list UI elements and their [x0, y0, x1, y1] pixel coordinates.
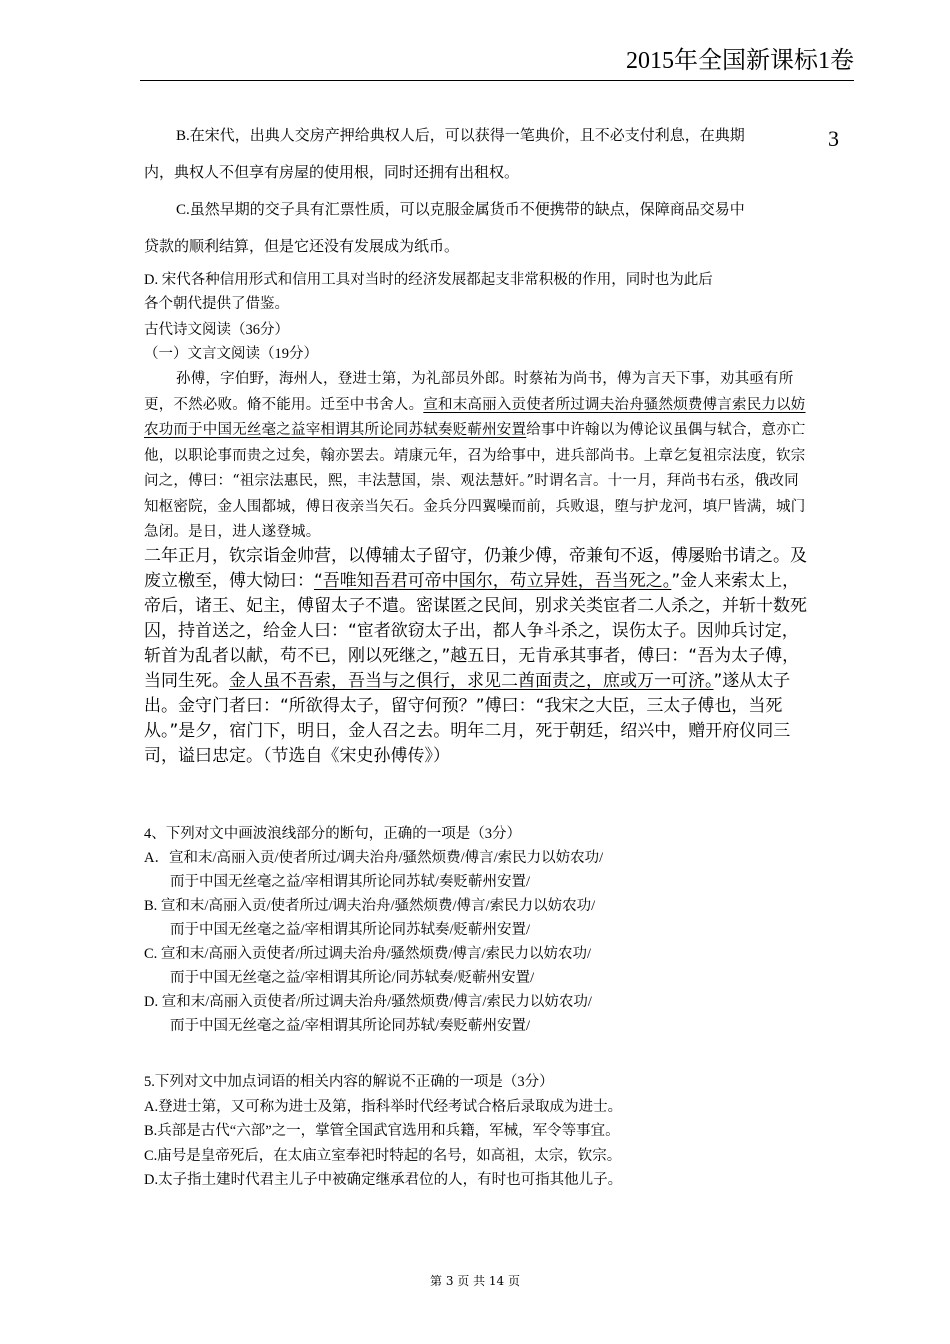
- passage-underlined-sentence-1: “吾唯知吾君可帝中国尔，苟立异姓，吾当死之。: [314, 571, 672, 591]
- side-page-number: 3: [828, 126, 839, 151]
- question-4-stem: 4、下列对文中画波浪线部分的断句，正确的一项是（3分）: [144, 826, 521, 842]
- q3-option-d-line1: D. 宋代各种信用形式和信用工具对当时的经济发展都起支非常积极的作用，同时也为此后: [144, 272, 713, 288]
- question-5-option-a: A.登进士第，又可称为进士及第，指科举时代经考试合格后录取成为进士。: [144, 1098, 623, 1115]
- q3-option-b-line2: 内，典权人不但享有房屋的使用根，同时还拥有出租权。: [144, 165, 520, 181]
- question-5: [144, 1070, 824, 1193]
- passage-text: 二年正月，钦宗诣金帅营，以傅辅太子留守，仍兼少傅，帝兼旬不返，傅屡贻书请之。及废立檄至，傅大恸曰：: [144, 546, 807, 591]
- header-divider: [140, 80, 854, 81]
- q3-option-b-line1: B.在宋代，出典人交房产押给典权人后，可以获得一笔典价，且不必支付利息，在典期: [176, 128, 745, 144]
- passage-text: 给事中许翰以为傅论议虽偶与轼合，意亦亡他，以职论事而贵之过矣，翰亦罢去。靖康元年，召为给事中，进兵部尚书。上章乞复祖宗法度，钦宗问之，傅曰：“祖宗法惠民，熙，丰法慧国，崇、观法慧奸。”时谓名言。十一月，拜尚书右丞，俄改同知枢密院，金人围都城，傅日夜亲当矢石。金兵分四翼噪而前，兵败退，堕与护龙河，填尸皆满，城门急闭。是日，进人遂登城。: [144, 422, 806, 540]
- passage-text: 孙傅，字伯野，海州人，登进士第，为礼部员外郎。时蔡祐为尚书，傅为言天下事，劝其亟有所更，不然必败。脩不能用。迁至中书舍人。: [144, 371, 794, 413]
- section-subtitle: （一）文言文阅读（19分）: [144, 346, 318, 362]
- page-footer: 第 3 页 共 14 页: [430, 1274, 520, 1288]
- passage-text: ”遂从太子出。金守门者曰：“所欲得太子，留守何预？”傅曰：“我宋之大臣，三太子傅也，当死从。”是夕，宿门下，明日，金人召之去。明年二月，死于朝廷，绍兴中，赠开府仪同三司，谥曰忠定。（节选自《宋史孙傅传》）: [144, 671, 791, 766]
- passage-paragraph-2: [144, 544, 812, 769]
- q3-option-c: [144, 192, 812, 266]
- question-4-option-c-cont: 而于中国无丝毫之益/宰相谓其所论/同苏轼奏/贬蕲州安置/: [170, 970, 535, 986]
- q3-option-c-line1: C.虽然早期的交子具有汇票性质，可以克服金属货币不便携带的缺点，保障商品交易中: [176, 202, 745, 218]
- question-4-option-b: B. 宣和末/高丽入贡/使者所过/调夫治舟/骚然烦费/傅言/索民力以妨农功/: [144, 898, 596, 914]
- question-4-option-b-cont: 而于中国无丝毫之益/宰相谓其所论同苏轼奏/贬蕲州安置/: [170, 922, 531, 938]
- q3-option-d-line2: 各个朝代提供了借鉴。: [144, 296, 289, 312]
- section-title: 古代诗文阅读（36分）: [144, 322, 289, 338]
- passage-underlined-sentence-2: 金人虽不吾索，吾当与之俱行，求见二酋面责之，庶或万一可济。: [229, 671, 714, 691]
- question-4-option-d-cont: 而于中国无丝毫之益/宰相谓其所论同苏轼/奏贬蕲州安置/: [170, 1018, 531, 1034]
- question-5-option-b: B.兵部是古代“六部”之一，掌管全国武官选用和兵籍，军械，军令等事宜。: [144, 1123, 620, 1139]
- q3-option-b: [144, 118, 812, 192]
- section-heading: [144, 318, 824, 366]
- header-title: 2015年全国新课标1卷: [626, 48, 854, 74]
- q3-option-d: [144, 268, 824, 316]
- question-4: [144, 822, 603, 1038]
- question-4-option-a-cont: 而于中国无丝毫之益/宰相谓其所论同苏轼/奏贬蕲州安置/: [170, 874, 531, 890]
- passage-paragraph-1: [144, 367, 812, 546]
- question-4-option-c: C. 宣和末/高丽入贡使者/所过调夫治舟/骚然烦费/傅言/索民力以妨农功/: [144, 946, 592, 962]
- question-4-option-a: A．宣和末/高丽入贡/使者所过/调夫治舟/骚然烦费/傅言/索民力以妨农功/: [144, 850, 604, 866]
- question-4-option-d: D. 宣和末/高丽入贡使者/所过调夫治舟/骚然烦费/傅言/索民力以妨农功/: [144, 994, 592, 1010]
- q3-option-c-line2: 贷款的顺利结算，但是它还没有发展成为纸币。: [144, 239, 460, 255]
- passage-text: ”金人来索太上，帝后，诸王、妃主，傅留太子不遣。密谋匿之民间，别求关类宦者二人杀之，并斩十数死囚，持首送之，给金人曰：“宦者欲窃太子出，都人争斗杀之，误伤太子。因帅兵讨定，斩首为乱者以献，苟不已，刚以死继之，”越五日，无肯承其事者，傅曰：“吾为太子傅，当同生死。: [144, 571, 807, 691]
- question-5-option-d: D.太子指土建时代君主儿子中被确定继承君位的人，有时也可指其他儿子。: [144, 1172, 623, 1188]
- passage-wavy-underlined: 宣和末高丽入贡使者所过调夫治舟骚然烦费傅言索民力以妨农功而于中国无丝毫之益宰相谓其所论同苏轼奏贬蕲州安置: [144, 396, 806, 438]
- question-5-stem: 5.下列对文中加点词语的相关内容的解说不正确的一项是（3分）: [144, 1074, 554, 1090]
- question-5-option-c: C.庙号是皇帝死后，在太庙立室奉祀时特起的名号，如高祖，太宗，钦宗。: [144, 1147, 622, 1164]
